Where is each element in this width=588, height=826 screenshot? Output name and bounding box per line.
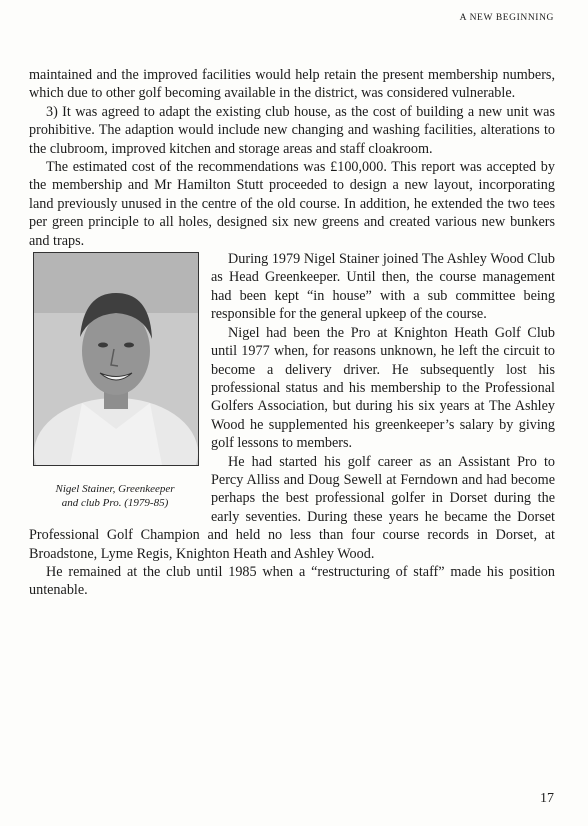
photo-caption (29, 482, 201, 510)
caption-line: and club Pro. (1979-85) (61, 497, 169, 510)
portrait-illustration (34, 253, 198, 465)
body-text (29, 66, 555, 600)
page-number: 17 (540, 791, 554, 806)
paragraph: He had started his golf career as an Assistant Pro to Percy Alliss and Doug Sewell at Ferndown and had become perhaps the best professional golfer in Dorset during the early seventies. During these years he became the Dorset Professional Golf Champion and held no less than four course records in Dorset, at Broadstone, Lyme Regis, Knighton Heath and Ashley Wood. (29, 453, 555, 562)
paragraph: The estimated cost of the recommendations was £100,000. This report was accepted by the membership and Mr Hamilton Stutt proceeded to design a new layout, incorporating land previously unused in the centre of the old course. In addition, he extended the two tees per green principle to all holes, designed six new greens and created various new bunkers and traps. (29, 159, 555, 249)
figure (29, 252, 201, 510)
portrait-photo (33, 252, 199, 466)
running-head: A NEW BEGINNING (459, 13, 554, 23)
paragraph: During 1979 Nigel Stainer joined The Ashley Wood Club as Head Greenkeeper. Until then, the course management had been kept “in house” with a sub committee being responsible for the general upkeep of the course. (211, 251, 555, 323)
paragraph: He remained at the club until 1985 when a “restructuring of staff” made his position untenable. (29, 563, 555, 599)
paragraph: 3) It was agreed to adapt the existing club house, as the cost of building a new unit was prohibitive. The adaption would include new changing and washing facilities, alterations to the clubroom, improved kitchen and storage areas and staff cloakroom. (29, 103, 555, 157)
paragraph: maintained and the improved facilities would help retain the present membership numbers, which due to other golf becoming available in the district, was considered vulnerable. (29, 67, 555, 102)
paragraph: Nigel had been the Pro at Knighton Heath Golf Club until 1977 when, for reasons unknown, he left the circuit to become a delivery driver. He subsequently lost his professional status and his membership to the Professional Golfers Association, but during his six years at The Ashley Wood he supplemented his greenkeeper’s salary by giving golf lessons to members. (211, 324, 555, 452)
caption-line: Nigel Stainer, Greenkeeper (55, 483, 175, 496)
